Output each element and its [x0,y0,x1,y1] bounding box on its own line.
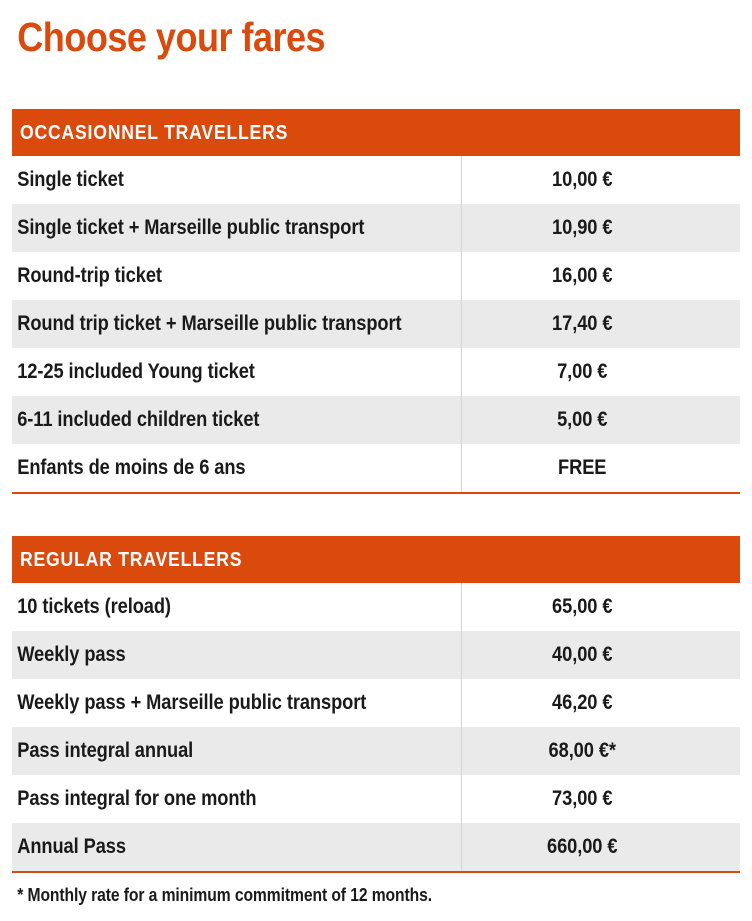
fare-price: 16,00 € [552,264,613,287]
table-row[interactable] [12,583,740,631]
table-row[interactable] [12,823,740,871]
fare-price: 10,90 € [552,216,613,239]
table-header-regular [12,536,740,583]
fare-price: 46,20 € [552,691,613,714]
table-row[interactable] [12,204,740,252]
table-row[interactable] [12,348,740,396]
table-row[interactable] [12,775,740,823]
fare-label: Enfants de moins de 6 ans [17,456,246,479]
fare-price: 65,00 € [552,595,613,618]
fare-table-occasionnel [12,109,740,494]
fare-label: 12-25 included Young ticket [17,360,255,383]
table-row[interactable] [12,444,740,492]
fare-label: Annual Pass [17,835,126,858]
fare-price: 40,00 € [552,643,613,666]
table-row[interactable] [12,679,740,727]
fare-table-regular [12,536,740,873]
fare-rows-regular [12,583,740,871]
table-row[interactable] [12,156,740,204]
fare-price: 660,00 € [547,835,618,858]
fare-price: 10,00 € [552,168,613,191]
fare-label: Pass integral annual [17,739,194,762]
fare-label: Single ticket + Marseille public transport [17,216,365,239]
fare-label: Weekly pass + Marseille public transport [17,691,367,714]
table-header-label: REGULAR TRAVELLERS [20,547,243,571]
fare-price: 73,00 € [552,787,613,810]
fare-label: Single ticket [17,168,124,191]
fare-label: 10 tickets (reload) [17,595,171,618]
fare-price: 5,00 € [557,408,608,431]
fare-rows-occasionnel [12,156,740,492]
fare-label: Round trip ticket + Marseille public transport [17,312,402,335]
table-row[interactable] [12,300,740,348]
fare-label: 6-11 included children ticket [17,408,260,431]
table-row[interactable] [12,727,740,775]
fare-price: FREE [558,456,607,479]
fare-price: 68,00 €* [548,739,616,762]
table-row[interactable] [12,252,740,300]
page-title: Choose your fares [17,14,326,60]
table-row[interactable] [12,396,740,444]
fare-price: 7,00 € [557,360,608,383]
table-row[interactable] [12,631,740,679]
fare-price: 17,40 € [552,312,613,335]
fare-label: Weekly pass [17,643,126,666]
table-header-occasionnel [12,109,740,156]
fare-label: Round-trip ticket [17,264,162,287]
fare-label: Pass integral for one month [17,787,257,810]
table-header-label: OCCASIONNEL TRAVELLERS [20,120,289,144]
footnote: * Monthly rate for a minimum commitment of 12 months. [17,885,433,905]
